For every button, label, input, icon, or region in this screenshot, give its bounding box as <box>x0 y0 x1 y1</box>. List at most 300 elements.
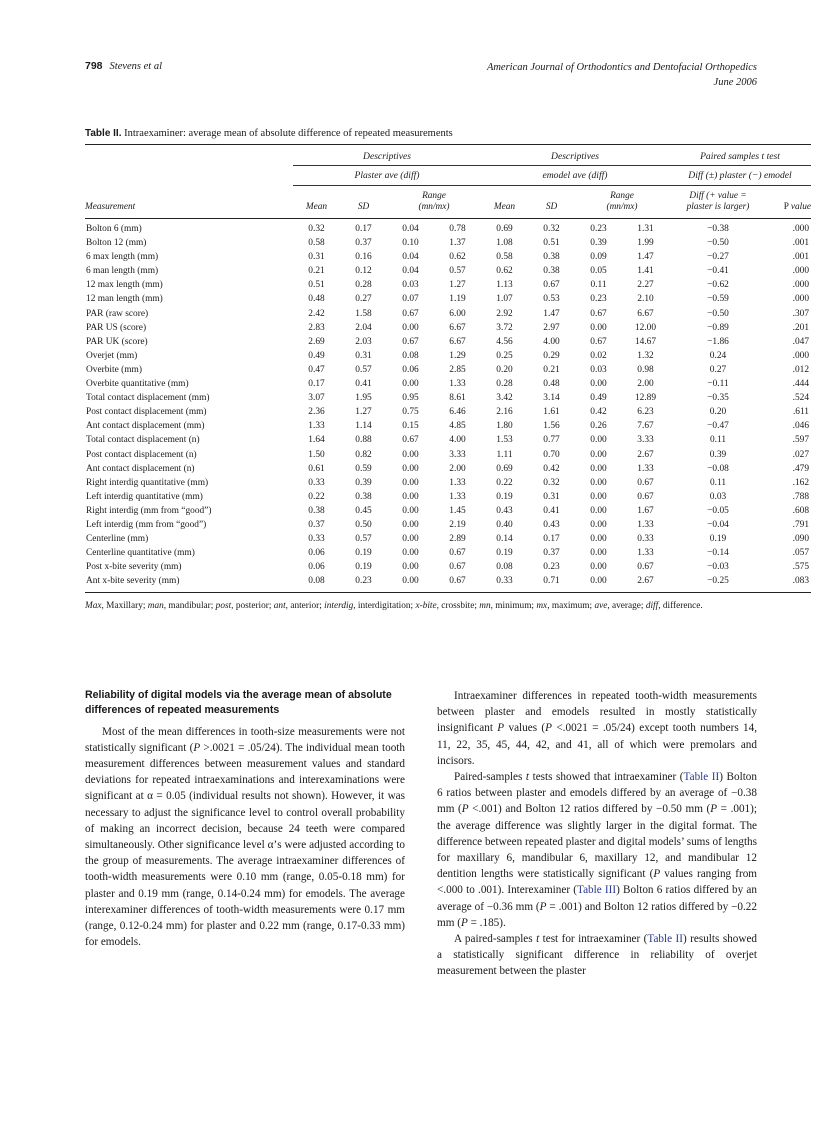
cell-plaster-range-max: 8.61 <box>449 393 466 404</box>
cell-emodel-mean: 1.53 <box>496 435 513 446</box>
cell-measurement: Ant contact displacement (mm) <box>86 421 205 432</box>
cell-plaster-mean: 0.33 <box>308 477 325 488</box>
col-header-plaster-range-line2: (mn/mx) <box>418 202 450 212</box>
cell-measurement: Post contact displacement (mm) <box>86 407 207 418</box>
table-iii-reference[interactable]: Table III <box>577 884 617 897</box>
cell-plaster-range-max: 1.29 <box>449 350 466 361</box>
cell-diff: −0.38 <box>707 224 729 234</box>
cell-emodel-range-max: 2.10 <box>637 294 654 305</box>
cell-plaster-sd: 0.38 <box>355 491 372 502</box>
cell-plaster-range-max: 3.33 <box>449 449 466 460</box>
cell-diff: 0.11 <box>709 435 727 446</box>
group-header-paired-t-test: Paired samples t test <box>700 151 780 162</box>
cell-plaster-range-min: 0.00 <box>402 379 419 390</box>
cell-emodel-mean: 1.13 <box>496 280 513 291</box>
cell-plaster-range-max: 1.33 <box>449 491 466 502</box>
cell-plaster-sd: 2.04 <box>355 322 372 333</box>
cell-measurement: Ant contact displacement (n) <box>86 463 195 474</box>
cell-plaster-range-min: 0.04 <box>402 266 419 277</box>
cell-plaster-range-max: 1.19 <box>449 294 466 305</box>
cell-emodel-sd: 0.53 <box>543 294 560 305</box>
cell-emodel-mean: 0.58 <box>496 252 513 263</box>
cell-p-value: .000 <box>792 350 809 361</box>
table-row <box>85 292 811 306</box>
cell-emodel-mean: 0.33 <box>496 576 513 587</box>
cell-plaster-range-max: 1.27 <box>449 280 466 291</box>
cell-emodel-sd: 0.71 <box>543 576 560 587</box>
table-row <box>85 448 811 462</box>
cell-plaster-sd: 0.57 <box>355 364 372 375</box>
cell-emodel-range-min: 0.00 <box>590 322 607 333</box>
cell-emodel-range-min: 0.23 <box>590 294 607 305</box>
cell-plaster-range-min: 0.95 <box>402 393 419 404</box>
cell-plaster-mean: 2.69 <box>308 336 325 347</box>
table-row <box>85 433 811 447</box>
cell-emodel-range-min: 0.00 <box>590 519 607 530</box>
section-heading: Reliability of digital models via the average mean of absolute differences of repeated measurements <box>85 689 392 716</box>
cell-plaster-sd: 0.59 <box>355 463 372 474</box>
table-block <box>85 128 811 614</box>
cell-emodel-range-max: 1.99 <box>637 238 654 249</box>
cell-diff: 0.11 <box>709 477 727 488</box>
cell-emodel-mean: 3.72 <box>496 322 513 333</box>
running-head-authors: Stevens et al <box>109 61 163 72</box>
table-row <box>85 546 811 560</box>
cell-measurement: 12 max length (mm) <box>86 280 163 291</box>
cell-plaster-mean: 0.38 <box>308 505 325 516</box>
table-row <box>85 363 811 377</box>
cell-p-value: .444 <box>792 379 809 390</box>
cell-measurement: 6 max length (mm) <box>86 252 159 263</box>
cell-emodel-mean: 0.69 <box>496 463 513 474</box>
cell-emodel-mean: 0.25 <box>496 350 513 361</box>
cell-plaster-sd: 1.95 <box>355 393 372 404</box>
table-row <box>85 236 811 250</box>
cell-p-value: .000 <box>792 224 809 234</box>
cell-emodel-sd: 0.42 <box>543 463 560 474</box>
cell-emodel-range-min: 0.67 <box>590 308 607 319</box>
cell-plaster-sd: 0.12 <box>355 266 372 277</box>
sub-header-emodel-ave: emodel ave (diff) <box>542 170 608 181</box>
cell-emodel-range-max: 14.67 <box>634 336 657 347</box>
col-header-plaster-range <box>387 186 481 217</box>
cell-emodel-range-min: 0.00 <box>590 491 607 502</box>
table-row <box>85 405 811 419</box>
cell-emodel-range-min: 0.00 <box>590 505 607 516</box>
col-header-value-word: value <box>790 202 811 212</box>
cell-emodel-range-min: 0.00 <box>590 534 607 545</box>
cell-emodel-mean: 0.08 <box>496 562 513 573</box>
cell-p-value: .057 <box>792 548 809 559</box>
cell-plaster-range-min: 0.75 <box>402 407 419 418</box>
issue-date: June 2006 <box>713 77 757 88</box>
cell-plaster-mean: 0.48 <box>308 294 325 305</box>
cell-plaster-range-max: 1.45 <box>449 505 466 516</box>
col-header-emodel-range-line2: (mn/mx) <box>606 202 638 212</box>
cell-emodel-mean: 0.40 <box>496 519 513 530</box>
col-header-p-symbol: P <box>783 202 789 212</box>
cell-plaster-sd: 0.45 <box>355 505 372 516</box>
running-head-right <box>487 60 757 90</box>
cell-emodel-range-max: 1.33 <box>637 519 654 530</box>
col-header-emodel-mean: Mean <box>493 202 516 212</box>
cell-emodel-range-min: 0.00 <box>590 449 607 460</box>
cell-plaster-sd: 1.27 <box>355 407 372 418</box>
cell-emodel-range-min: 0.42 <box>590 407 607 418</box>
cell-plaster-sd: 0.88 <box>355 435 372 446</box>
cell-emodel-range-min: 0.67 <box>590 336 607 347</box>
cell-emodel-mean: 0.19 <box>496 491 513 502</box>
cell-emodel-range-min: 0.39 <box>590 238 607 249</box>
cell-plaster-mean: 0.49 <box>308 350 325 361</box>
cell-plaster-range-max: 0.62 <box>449 252 466 263</box>
cell-emodel-mean: 0.43 <box>496 505 513 516</box>
table-row <box>85 250 811 264</box>
cell-emodel-mean: 1.11 <box>496 449 513 460</box>
cell-plaster-range-min: 0.04 <box>402 224 419 234</box>
cell-diff: −0.50 <box>707 238 729 249</box>
cell-plaster-range-min: 0.06 <box>402 364 419 375</box>
cell-emodel-sd: 0.29 <box>543 350 560 361</box>
cell-measurement: Post x-bite severity (mm) <box>86 562 182 573</box>
cell-emodel-range-max: 1.67 <box>637 505 654 516</box>
table-row <box>85 504 811 518</box>
cell-emodel-mean: 4.56 <box>496 336 513 347</box>
cell-emodel-mean: 0.22 <box>496 477 513 488</box>
cell-emodel-range-min: 0.00 <box>590 562 607 573</box>
cell-diff: −0.41 <box>707 266 729 277</box>
cell-emodel-sd: 0.21 <box>543 364 560 375</box>
cell-emodel-sd: 2.97 <box>543 322 560 333</box>
cell-measurement: Left interdig (mm from “good”) <box>86 519 207 530</box>
col-header-plaster-sd: SD <box>357 202 370 212</box>
table-row <box>85 490 811 504</box>
cell-measurement: Overbite (mm) <box>86 364 142 375</box>
cell-emodel-mean: 1.08 <box>496 238 513 249</box>
cell-emodel-range-min: 0.11 <box>590 280 607 291</box>
cell-p-value: .201 <box>792 322 809 333</box>
cell-plaster-mean: 2.36 <box>308 407 325 418</box>
table-row <box>85 518 811 532</box>
col-header-emodel-range-line1: Range <box>610 191 634 201</box>
cell-plaster-sd: 1.14 <box>355 421 372 432</box>
cell-p-value: .479 <box>792 463 809 474</box>
cell-plaster-range-max: 1.33 <box>449 379 466 390</box>
right-column <box>437 688 757 980</box>
cell-emodel-range-min: 0.05 <box>590 266 607 277</box>
cell-plaster-sd: 0.31 <box>355 350 372 361</box>
cell-plaster-range-min: 0.00 <box>402 534 419 545</box>
cell-emodel-range-min: 0.00 <box>590 463 607 474</box>
table-group-header-row <box>85 147 811 165</box>
cell-plaster-sd: 0.28 <box>355 280 372 291</box>
cell-emodel-range-min: 0.26 <box>590 421 607 432</box>
paragraph-right-3: A paired-samples t test for intraexaminer (Table II) results showed a statistically significant difference in reliability of overjet measurement between the plaster <box>437 933 758 978</box>
table-row <box>85 335 811 349</box>
cell-plaster-range-max: 0.67 <box>449 562 466 573</box>
cell-emodel-sd: 0.38 <box>543 266 560 277</box>
cell-emodel-sd: 1.61 <box>543 407 560 418</box>
cell-emodel-range-max: 2.67 <box>637 449 654 460</box>
cell-emodel-range-max: 0.67 <box>637 477 654 488</box>
cell-emodel-sd: 4.00 <box>543 336 560 347</box>
cell-plaster-range-max: 2.85 <box>449 364 466 375</box>
cell-diff: 0.39 <box>709 449 727 460</box>
cell-plaster-range-min: 0.67 <box>402 435 419 446</box>
table-foot <box>85 590 811 593</box>
cell-plaster-range-min: 0.08 <box>402 350 419 361</box>
cell-plaster-range-max: 2.89 <box>449 534 466 545</box>
cell-plaster-mean: 0.58 <box>308 238 325 249</box>
cell-measurement: Total contact displacement (n) <box>86 435 200 446</box>
cell-emodel-sd: 0.43 <box>543 519 560 530</box>
cell-plaster-range-max: 0.78 <box>449 224 466 234</box>
cell-p-value: .791 <box>792 519 809 530</box>
cell-p-value: .027 <box>792 449 809 460</box>
table-row <box>85 321 811 335</box>
cell-plaster-mean: 0.37 <box>308 519 325 530</box>
table-row <box>85 307 811 321</box>
cell-measurement: Overjet (mm) <box>86 350 138 361</box>
cell-plaster-mean: 0.33 <box>308 534 325 545</box>
intraexaminer-table <box>85 144 811 593</box>
col-header-emodel-range <box>575 186 669 217</box>
cell-plaster-range-min: 0.03 <box>402 280 419 291</box>
cell-diff: −0.14 <box>707 548 729 559</box>
cell-plaster-range-max: 0.67 <box>449 576 466 587</box>
cell-measurement: Left interdig quantitative (mm) <box>86 491 203 502</box>
cell-p-value: .090 <box>792 534 809 545</box>
cell-emodel-range-max: 1.33 <box>637 463 654 474</box>
cell-emodel-range-max: 6.23 <box>637 407 654 418</box>
cell-diff: −0.05 <box>707 505 729 516</box>
cell-emodel-sd: 0.41 <box>543 505 560 516</box>
table-head <box>85 145 811 219</box>
cell-diff: −0.03 <box>707 562 729 573</box>
cell-emodel-range-max: 0.67 <box>637 491 654 502</box>
table-caption <box>85 128 757 139</box>
cell-p-value: .000 <box>792 294 809 305</box>
cell-measurement: Right interdig (mm from “good”) <box>86 505 212 516</box>
cell-diff: −0.11 <box>707 379 729 390</box>
body-columns <box>85 688 757 980</box>
table-ii-reference-1[interactable]: Table II <box>683 771 720 784</box>
cell-plaster-range-min: 0.00 <box>402 505 419 516</box>
cell-plaster-mean: 0.22 <box>308 491 325 502</box>
sub-header-plaster-ave: Plaster ave (diff) <box>354 170 420 181</box>
cell-emodel-range-min: 0.00 <box>590 576 607 587</box>
cell-emodel-sd: 3.14 <box>543 393 560 404</box>
cell-diff: 0.27 <box>709 364 727 375</box>
cell-p-value: .083 <box>792 576 809 587</box>
cell-diff: −0.62 <box>707 280 729 291</box>
cell-diff: 0.20 <box>709 407 727 418</box>
page-number: 798 <box>85 60 103 72</box>
cell-emodel-range-max: 1.41 <box>637 266 654 277</box>
running-head <box>85 60 757 90</box>
cell-p-value: .608 <box>792 505 809 516</box>
cell-emodel-range-max: 1.33 <box>637 548 654 559</box>
cell-emodel-mean: 1.07 <box>496 294 513 305</box>
table-row <box>85 377 811 391</box>
cell-plaster-sd: 0.57 <box>355 534 372 545</box>
table-body <box>85 219 811 591</box>
paragraph-left-1: Most of the mean differences in tooth-size measurements were not statistically significant (P >.0021 = .05/24). The individual mean tooth measurement differences between measurement values and standard deviations for repeated intraexaminations and interexaminations were significant at α = 0.05 (individual results not shown). However, it was necessary to adjust the significance level to control overall probability of making an incorrect decision, because 24 teeth were compared simultaneously. Other significance level α’s were adjusted according to the group of measurements. The average intraexaminer differences of tooth-width measurements were 0.10 mm (range, 0.05-0.18 mm) for plaster and 0.19 mm (range, 0.14-0.24 mm) for emodels. The average interexaminer differences of tooth-width measurements were 0.17 mm (range, 0.12-0.24 mm) for plaster and 0.22 mm (range, 0.17-0.33 mm) for emodels. <box>85 725 405 949</box>
cell-plaster-range-max: 6.00 <box>449 308 466 319</box>
cell-plaster-sd: 0.23 <box>355 576 372 587</box>
cell-p-value: .611 <box>792 407 809 418</box>
cell-plaster-sd: 0.27 <box>355 294 372 305</box>
cell-emodel-range-min: 0.00 <box>590 548 607 559</box>
cell-p-value: .001 <box>792 238 809 249</box>
cell-plaster-range-max: 6.67 <box>449 336 466 347</box>
cell-emodel-sd: 0.32 <box>543 224 560 234</box>
cell-diff: 0.24 <box>709 350 727 361</box>
cell-emodel-mean: 3.42 <box>496 393 513 404</box>
cell-emodel-sd: 0.37 <box>543 548 560 559</box>
journal-title: American Journal of Orthodontics and Dentofacial Orthopedics <box>486 62 757 73</box>
col-header-diff-line1: Diff (+ value = <box>689 191 747 201</box>
cell-plaster-mean: 0.61 <box>308 463 325 474</box>
cell-emodel-sd: 0.38 <box>543 252 560 263</box>
cell-plaster-sd: 0.19 <box>355 562 372 573</box>
cell-emodel-mean: 2.16 <box>496 407 513 418</box>
cell-plaster-range-min: 0.00 <box>402 463 419 474</box>
cell-plaster-range-min: 0.67 <box>402 308 419 319</box>
cell-plaster-sd: 0.17 <box>355 224 372 234</box>
table-row <box>85 349 811 363</box>
col-header-diff <box>669 186 767 217</box>
cell-emodel-sd: 0.31 <box>543 491 560 502</box>
cell-emodel-sd: 0.48 <box>543 379 560 390</box>
cell-plaster-mean: 0.21 <box>308 266 325 277</box>
cell-emodel-range-max: 2.27 <box>637 280 654 291</box>
cell-diff: −0.04 <box>707 519 729 530</box>
cell-emodel-sd: 0.77 <box>543 435 560 446</box>
cell-plaster-mean: 0.17 <box>308 379 325 390</box>
cell-plaster-range-max: 4.85 <box>449 421 466 432</box>
cell-plaster-sd: 0.16 <box>355 252 372 263</box>
col-header-plaster-mean: Mean <box>305 202 328 212</box>
running-head-left <box>85 60 162 72</box>
table-bottom-rule <box>85 590 811 593</box>
cell-emodel-range-min: 0.09 <box>590 252 607 263</box>
cell-emodel-mean: 0.28 <box>496 379 513 390</box>
table-row <box>85 560 811 574</box>
cell-p-value: .001 <box>792 252 809 263</box>
cell-plaster-range-min: 0.00 <box>402 562 419 573</box>
cell-emodel-sd: 1.47 <box>543 308 560 319</box>
cell-plaster-mean: 0.51 <box>308 280 325 291</box>
cell-emodel-sd: 0.70 <box>543 449 560 460</box>
cell-p-value: .524 <box>792 393 809 404</box>
table-label: Table II. <box>85 128 122 139</box>
cell-measurement: PAR UK (score) <box>86 336 148 347</box>
cell-plaster-mean: 2.83 <box>308 322 325 333</box>
cell-emodel-range-max: 2.00 <box>637 379 654 390</box>
cell-plaster-range-max: 4.00 <box>449 435 466 446</box>
cell-p-value: .788 <box>792 491 809 502</box>
cell-plaster-range-min: 0.00 <box>402 576 419 587</box>
cell-plaster-sd: 0.82 <box>355 449 372 460</box>
cell-emodel-mean: 2.92 <box>496 308 513 319</box>
paragraph-right-1: Intraexaminer differences in repeated tooth-width measurements between plaster and emodels resulted in mostly statistically insignificant P values (P <.0021 = .05/24) except tooth numbers 14, 11, 22, 35, 45, 44, 42, and 41, all of which were premolars and incisors. <box>437 690 758 767</box>
cell-emodel-range-min: 0.00 <box>590 379 607 390</box>
cell-plaster-range-min: 0.00 <box>402 491 419 502</box>
cell-plaster-range-max: 1.37 <box>449 238 466 249</box>
table-row <box>85 574 811 590</box>
cell-emodel-range-max: 1.31 <box>637 224 654 234</box>
cell-plaster-sd: 0.39 <box>355 477 372 488</box>
cell-p-value: .307 <box>792 308 809 319</box>
table-row <box>85 532 811 546</box>
cell-emodel-range-min: 0.03 <box>590 364 607 375</box>
cell-measurement: Centerline (mm) <box>86 534 149 545</box>
table-row <box>85 462 811 476</box>
col-header-measurement: Measurement <box>85 202 136 212</box>
col-header-p-value <box>767 186 811 217</box>
cell-diff: −0.25 <box>707 576 729 587</box>
cell-emodel-sd: 0.32 <box>543 477 560 488</box>
cell-plaster-sd: 0.41 <box>355 379 372 390</box>
cell-plaster-range-max: 0.67 <box>449 548 466 559</box>
cell-emodel-range-min: 0.23 <box>590 224 607 234</box>
cell-emodel-range-max: 0.33 <box>637 534 654 545</box>
cell-p-value: .162 <box>792 477 809 488</box>
cell-plaster-range-min: 0.15 <box>402 421 419 432</box>
cell-emodel-range-max: 3.33 <box>637 435 654 446</box>
cell-p-value: .047 <box>792 336 809 347</box>
cell-p-value: .000 <box>792 280 809 291</box>
cell-emodel-range-max: 0.67 <box>637 562 654 573</box>
cell-plaster-range-min: 0.00 <box>402 477 419 488</box>
group-header-plaster-descriptives: Descriptives <box>363 151 411 162</box>
cell-plaster-range-min: 0.04 <box>402 252 419 263</box>
cell-emodel-sd: 0.17 <box>543 534 560 545</box>
cell-emodel-mean: 1.80 <box>496 421 513 432</box>
cell-diff: −0.47 <box>707 421 729 432</box>
cell-diff: −0.50 <box>707 308 729 319</box>
cell-measurement: Right interdig quantitative (mm) <box>86 477 209 488</box>
cell-emodel-range-max: 12.89 <box>634 393 657 404</box>
cell-plaster-range-min: 0.00 <box>402 322 419 333</box>
cell-emodel-sd: 1.56 <box>543 421 560 432</box>
cell-measurement: Bolton 12 (mm) <box>86 238 147 249</box>
cell-plaster-sd: 0.50 <box>355 519 372 530</box>
cell-plaster-range-min: 0.07 <box>402 294 419 305</box>
cell-measurement: Overbite quantitative (mm) <box>86 379 189 390</box>
cell-p-value: .597 <box>792 435 809 446</box>
cell-diff: −0.89 <box>707 322 729 333</box>
cell-emodel-range-max: 12.00 <box>634 322 657 333</box>
cell-plaster-range-min: 0.00 <box>402 519 419 530</box>
cell-diff: −0.08 <box>707 463 729 474</box>
cell-plaster-range-max: 6.67 <box>449 322 466 333</box>
cell-emodel-range-min: 0.02 <box>590 350 607 361</box>
group-header-emodel-descriptives: Descriptives <box>551 151 599 162</box>
table-row <box>85 391 811 405</box>
cell-plaster-mean: 0.31 <box>308 252 325 263</box>
cell-plaster-range-min: 0.67 <box>402 336 419 347</box>
table-ii-reference-2[interactable]: Table II <box>647 933 683 946</box>
table-row <box>85 419 811 433</box>
cell-diff: 0.19 <box>709 534 727 545</box>
table-row <box>85 219 811 237</box>
cell-plaster-range-max: 1.33 <box>449 477 466 488</box>
cell-emodel-range-min: 0.49 <box>590 393 607 404</box>
cell-measurement: Centerline quantitative (mm) <box>86 548 195 559</box>
cell-measurement: Ant x-bite severity (mm) <box>86 576 180 587</box>
